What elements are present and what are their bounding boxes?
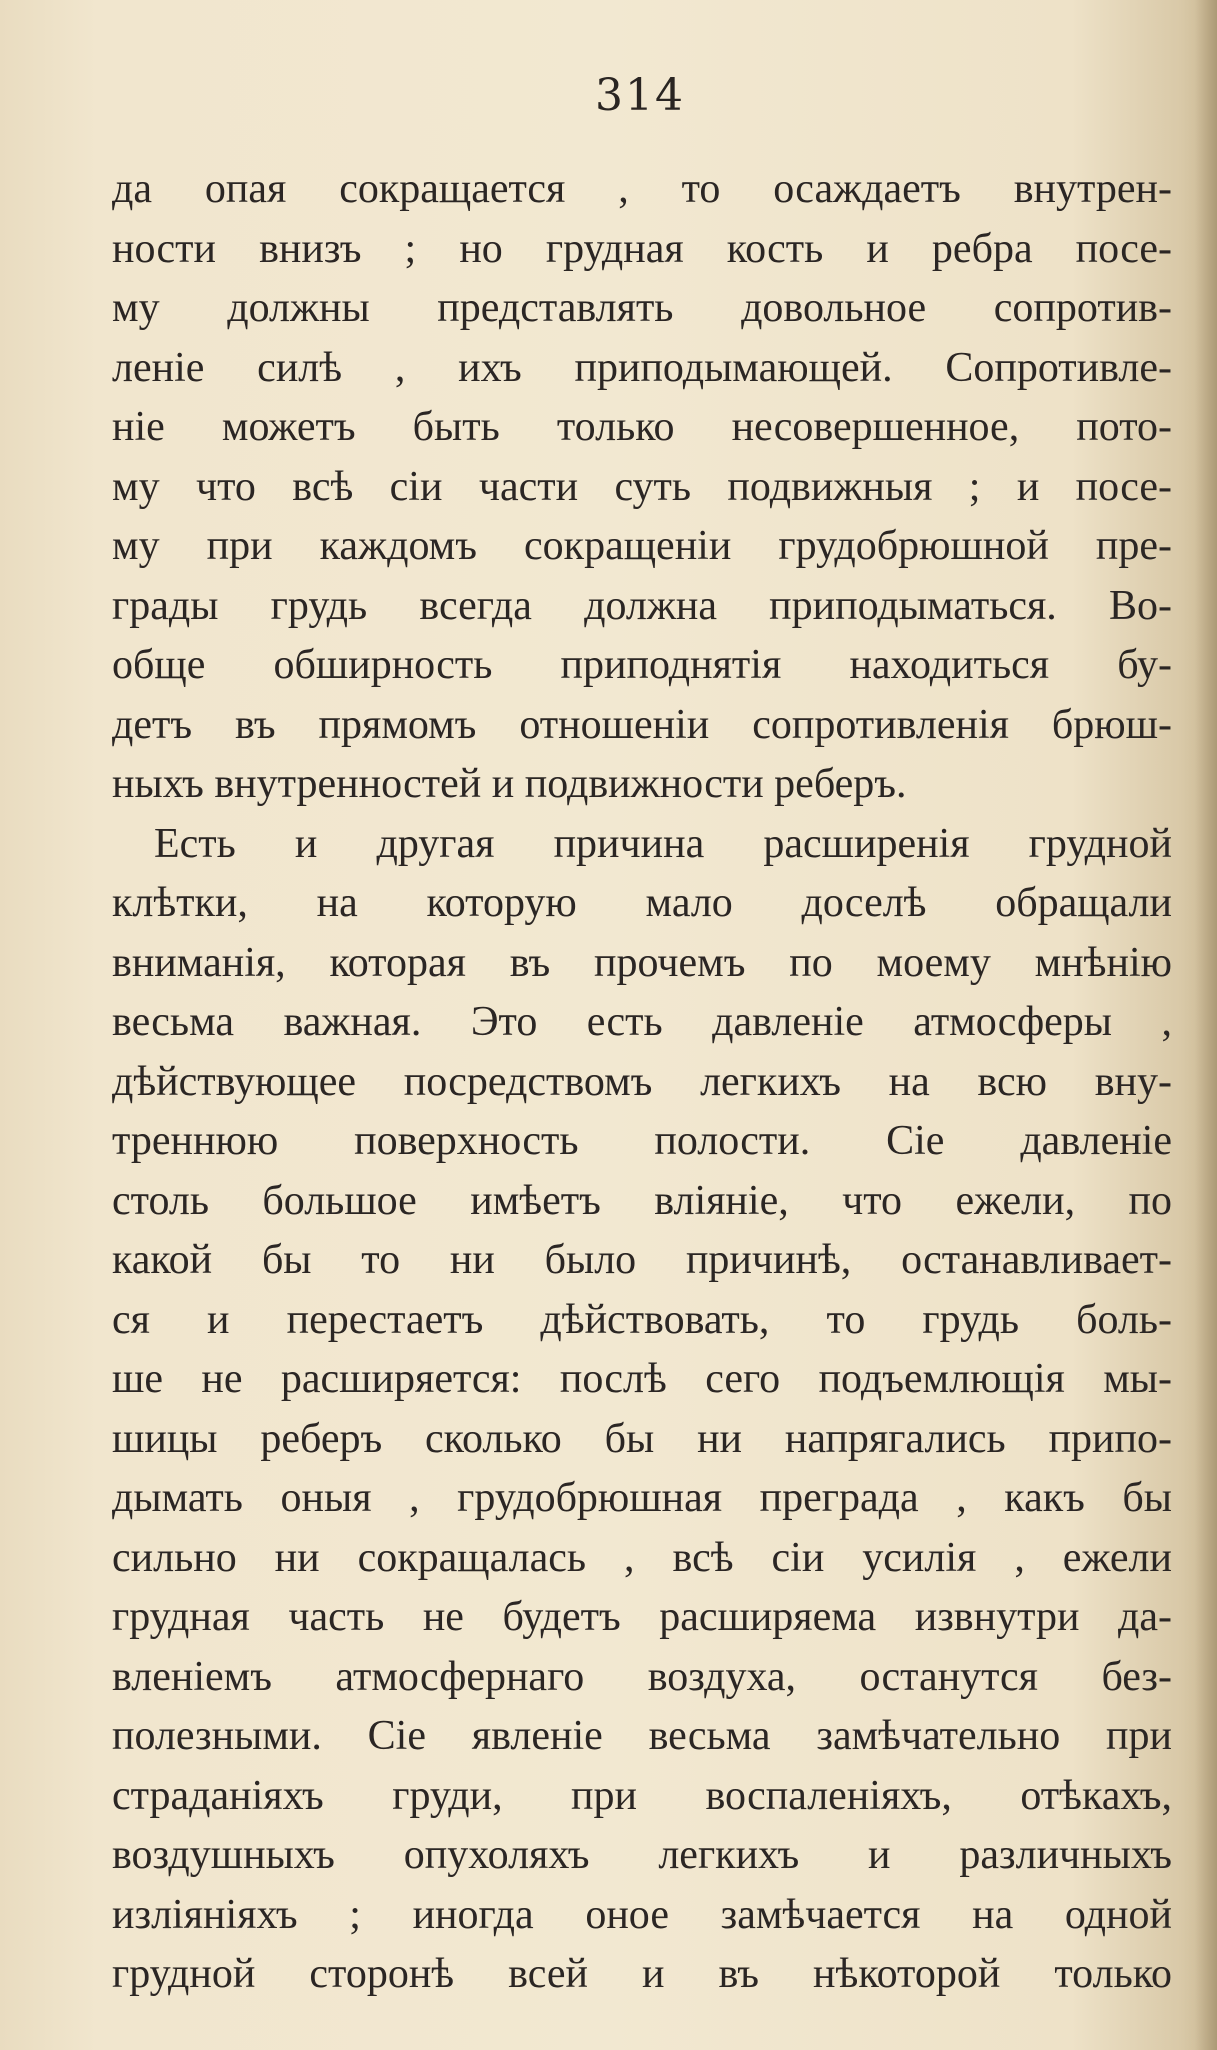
body-text: [112, 160, 1172, 2005]
text-line: ся и перестаетъ дѣйствовать, то грудь боль-: [112, 1296, 1172, 1343]
text-line: ныхъ внутренностей и подвижности реберъ.: [112, 761, 907, 807]
text-line: сильно ни сокращалась , всѣ сіи усилія , ежели: [112, 1534, 1172, 1581]
spine-shadow: [1195, 0, 1217, 2050]
text-line: полезными. Сіе явленіе весьма замѣчательно при: [112, 1713, 1172, 1759]
paragraph-2: [112, 815, 1172, 2005]
text-line: шицы реберъ сколько бы ни напрягались припо-: [112, 1415, 1172, 1462]
text-line: грудной сторонѣ всей и въ нѣкоторой только: [112, 1951, 1172, 1997]
text-line: да опая сокращается , то осаждаетъ внутрен-: [112, 166, 1172, 212]
text-line: клѣтки, на которую мало доселѣ обращали: [112, 880, 1172, 926]
text-line: детъ въ прямомъ отношеніи сопротивленія брюш-: [112, 701, 1172, 748]
text-line: вниманія, которая въ прочемъ по моему мнѣнію: [112, 939, 1172, 986]
text-line: обще обширность приподнятія находиться бу-: [112, 642, 1172, 688]
text-line: леніе силѣ , ихъ приподымающей. Сопротивле-: [112, 344, 1172, 391]
paragraph-1: [112, 160, 1172, 815]
text-line: Есть и другая причина расширенія грудной: [154, 820, 1172, 867]
text-line: ніе можетъ быть только несовершенное, пото-: [112, 404, 1172, 450]
text-line: воздушныхъ опухоляхъ легкихъ и различныхъ: [112, 1832, 1172, 1878]
text-line: му что всѣ сіи части суть подвижныя ; и посе-: [112, 463, 1172, 510]
page-number: 314: [595, 70, 685, 121]
text-line: дѣйствующее посредствомъ легкихъ на всю вну-: [112, 1058, 1172, 1105]
text-line: дымать оныя , грудобрюшная преграда , какъ бы: [112, 1475, 1172, 1521]
text-line: вленіемъ атмосфернаго воздуха, останутся без-: [112, 1653, 1172, 1700]
text-line: му при каждомъ сокращеніи грудобрюшной пре-: [112, 523, 1172, 569]
text-line: изліяніяхъ ; иногда оное замѣчается на одной: [112, 1891, 1172, 1938]
text-line: му должны представлять довольное сопротив-: [112, 285, 1172, 331]
text-line: грады грудь всегда должна приподыматься. Во-: [112, 582, 1172, 629]
text-line: ше не расширяется: послѣ сего подъемлющія мы-: [112, 1356, 1172, 1402]
text-line: треннюю поверхность полости. Сіе давленіе: [112, 1118, 1172, 1164]
text-line: грудная часть не будетъ расширяема извнутри да-: [112, 1594, 1172, 1640]
text-line: ности внизъ ; но грудная кость и ребра посе-: [112, 225, 1172, 272]
text-line: столь большое имѣетъ вліяніе, что ежели, по: [112, 1177, 1172, 1224]
text-line: страданіяхъ груди, при воспаленіяхъ, отѣкахъ,: [112, 1772, 1172, 1819]
text-line: весьма важная. Это есть давленіе атмосферы ,: [112, 999, 1172, 1045]
text-line: какой бы то ни было причинѣ, останавливает-: [112, 1237, 1172, 1283]
